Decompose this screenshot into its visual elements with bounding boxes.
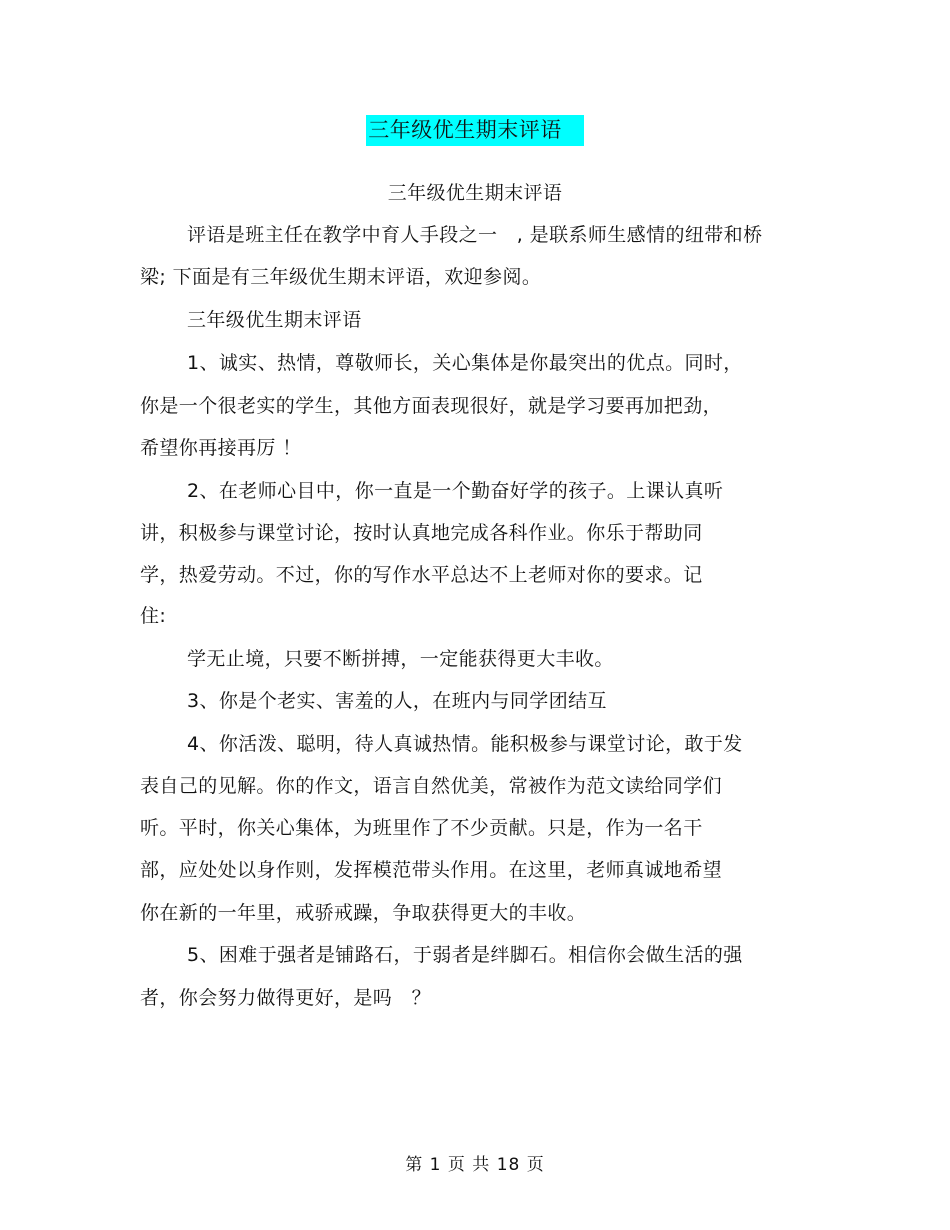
comment-5-line-2: 者，你会努力做得更好，是吗 ？ bbox=[140, 987, 432, 1009]
comment-3-line-1: 3、你是个老实、害羞的人，在班内与同学团结互 bbox=[187, 690, 607, 712]
intro-line-1: 评语是班主任在教学中育人手段之一 , 是联系师生感情的纽带和桥 bbox=[187, 224, 763, 246]
page-footer: 第 1 页 共 18 页 bbox=[405, 1155, 545, 1175]
comment-2-line-1: 2、在老师心目中，你一直是一个勤奋好学的孩子。上课认真听 bbox=[187, 480, 724, 502]
comment-1-line-3: 希望你再接再厉 ！ bbox=[140, 437, 302, 459]
comment-4-line-2: 表自己的见解。你的作文，语言自然优美，常被作为范文读给同学们 bbox=[140, 775, 723, 797]
comment-5-line-1: 5、困难于强者是铺路石，于弱者是绊脚石。相信你会做生活的强 bbox=[187, 944, 743, 966]
comment-4-line-5: 你在新的一年里，戒骄戒躁，争取获得更大的丰收。 bbox=[140, 902, 587, 924]
comment-2-line-2: 讲，积极参与课堂讨论，按时认真地完成各科作业。你乐于帮助同 bbox=[140, 522, 703, 544]
subtitle: 三年级优生期末评语 bbox=[387, 182, 563, 204]
section-heading: 三年级优生期末评语 bbox=[187, 309, 362, 331]
comment-1-line-2: 你是一个很老实的学生，其他方面表现很好，就是学习要再加把劲， bbox=[140, 395, 723, 417]
comment-1-line-1: 1、诚实、热情，尊敬师长，关心集体是你最突出的优点。同时， bbox=[187, 352, 743, 374]
comment-4-line-4: 部，应处处以身作则，发挥模范带头作用。在这里，老师真诚地希望 bbox=[140, 859, 723, 881]
highlighted-title: 三年级优生期末评语 bbox=[366, 115, 584, 146]
intro-line-2: 梁; 下面是有三年级优生期末评语，欢迎参阅。 bbox=[140, 266, 542, 288]
comment-2-line-5: 学无止境，只要不断拼搏，一定能获得更大丰收。 bbox=[187, 648, 614, 670]
comment-4-line-3: 听。平时，你关心集体，为班里作了不少贡献。只是，作为一名干 bbox=[140, 817, 703, 839]
comment-2-line-3: 学，热爱劳动。不过，你的写作水平总达不上老师对你的要求。记 bbox=[140, 564, 703, 586]
comment-4-line-1: 4、你活泼、聪明，待人真诚热情。能积极参与课堂讨论，敢于发 bbox=[187, 733, 743, 755]
comment-2-line-4: 住: bbox=[140, 605, 167, 627]
title-wrap bbox=[0, 115, 950, 146]
